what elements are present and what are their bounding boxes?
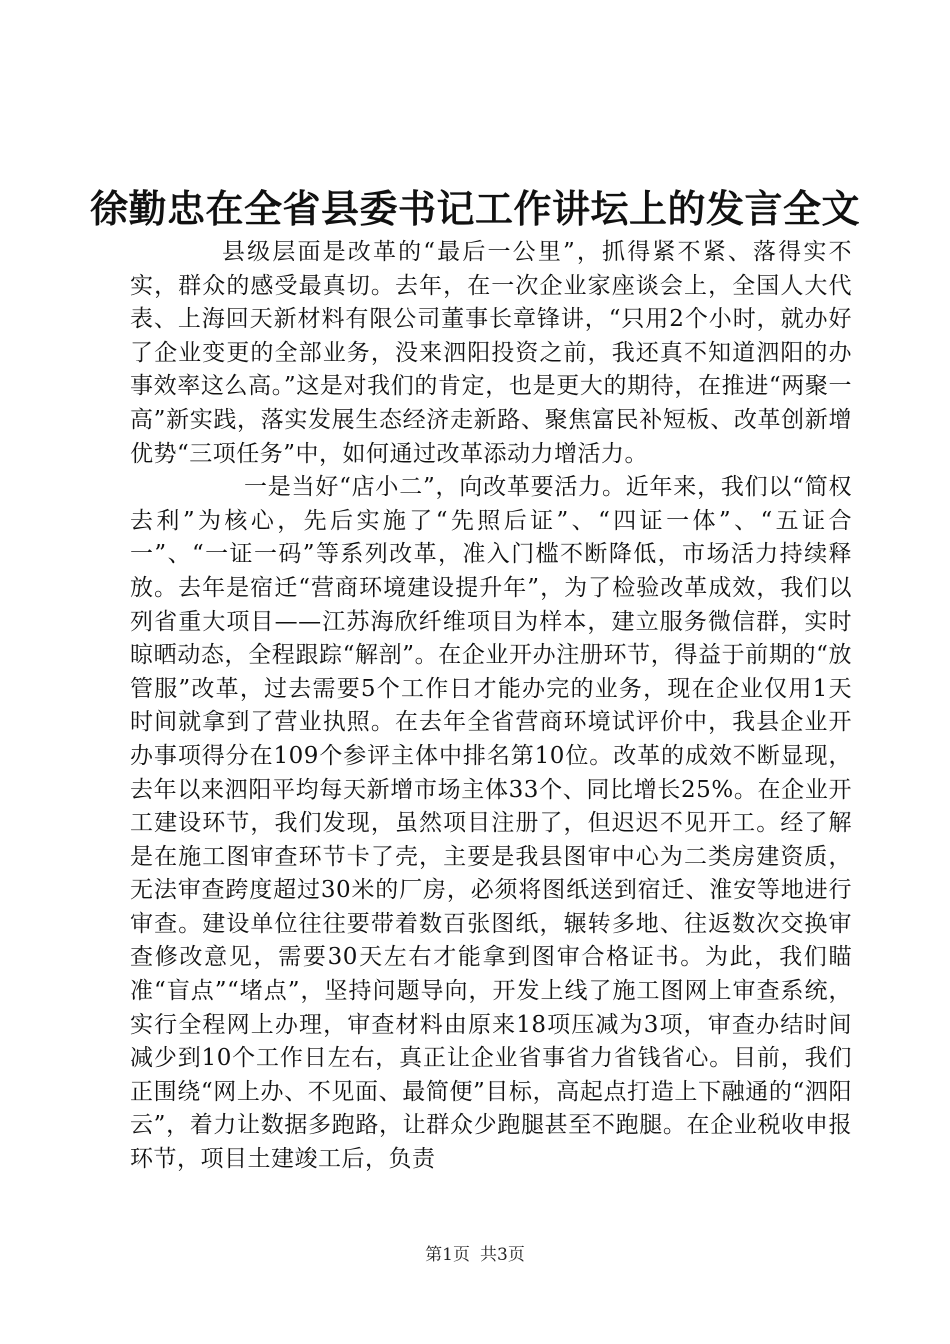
page-title: 徐勤忠在全省县委书记工作讲坛上的发言全文	[89, 186, 860, 231]
document-body	[130, 236, 852, 1177]
paragraph-point-one: 一是当好“店小二”，向改革要活力。近年来，我们以“简权去利”为核心，先后实施了“先照后证”、“四证一体”、“五证合一”、“一证一码”等系列改革，准入门槛不断降低，市场活力持续释放。去年是宿迁“营商环境建设提升年”，为了检验改革成效，我们以列省重大项目——江苏海欣纤维项目为样本，建立服务微信群，实时晾晒动态，全程跟踪“解剖”。在企业开办注册环节，得益于前期的“放管服”改革，过去需要5个工作日才能办完的业务，现在企业仅用1天时间就拿到了营业执照。在去年全省营商环境试评价中，我县企业开办事项得分在109个参评主体中排名第10位。改革的成效不断显现，去年以来泗阳平均每天新增市场主体33个、同比增长25%。在企业开工建设环节，我们发现，虽然项目注册了，但迟迟不见开工。经了解是在施工图审查环节卡了壳，主要是我县图审中心为二类房建资质，无法审查跨度超过30米的厂房，必须将图纸送到宿迁、淮安等地进行审查。建设单位往往要带着数百张图纸，辗转多地、往返数次交换审查修改意见，需要30天左右才能拿到图审合格证书。为此，我们瞄准“盲点”“堵点”，坚持问题导向，开发上线了施工图网上审查系统，实行全程网上办理，审查材料由原来18项压减为3项，审查办结时间减少到10个工作日左右，真正让企业省事省力省钱省心。目前，我们正围绕“网上办、不见面、最简便”目标，高起点打造上下融通的“泗阳云”，着力让数据多跑路，让群众少跑腿甚至不跑腿。在企业税收申报环节，项目土建竣工后，负责	[130, 474, 852, 1173]
page-total: 共3页	[480, 1245, 525, 1265]
page-number: 第1页	[425, 1245, 470, 1265]
paragraph-intro: 县级层面是改革的“最后一公里”，抓得紧不紧、落得实不实，群众的感受最真切。去年，在一次企业家座谈会上，全国人大代表、上海回天新材料有限公司董事长章锋讲，“只用2个小时，就办好了企业变更的全部业务，没来泗阳投资之前，我还真不知道泗阳的办事效率这么高。”这是对我们的肯定，也是更大的期待，在推进“两聚一高”新实践，落实发展生态经济走新路、聚焦富民补短板、改革创新增优势“三项任务”中，如何通过改革添动力增活力。	[130, 239, 852, 467]
page-footer	[0, 1244, 950, 1266]
